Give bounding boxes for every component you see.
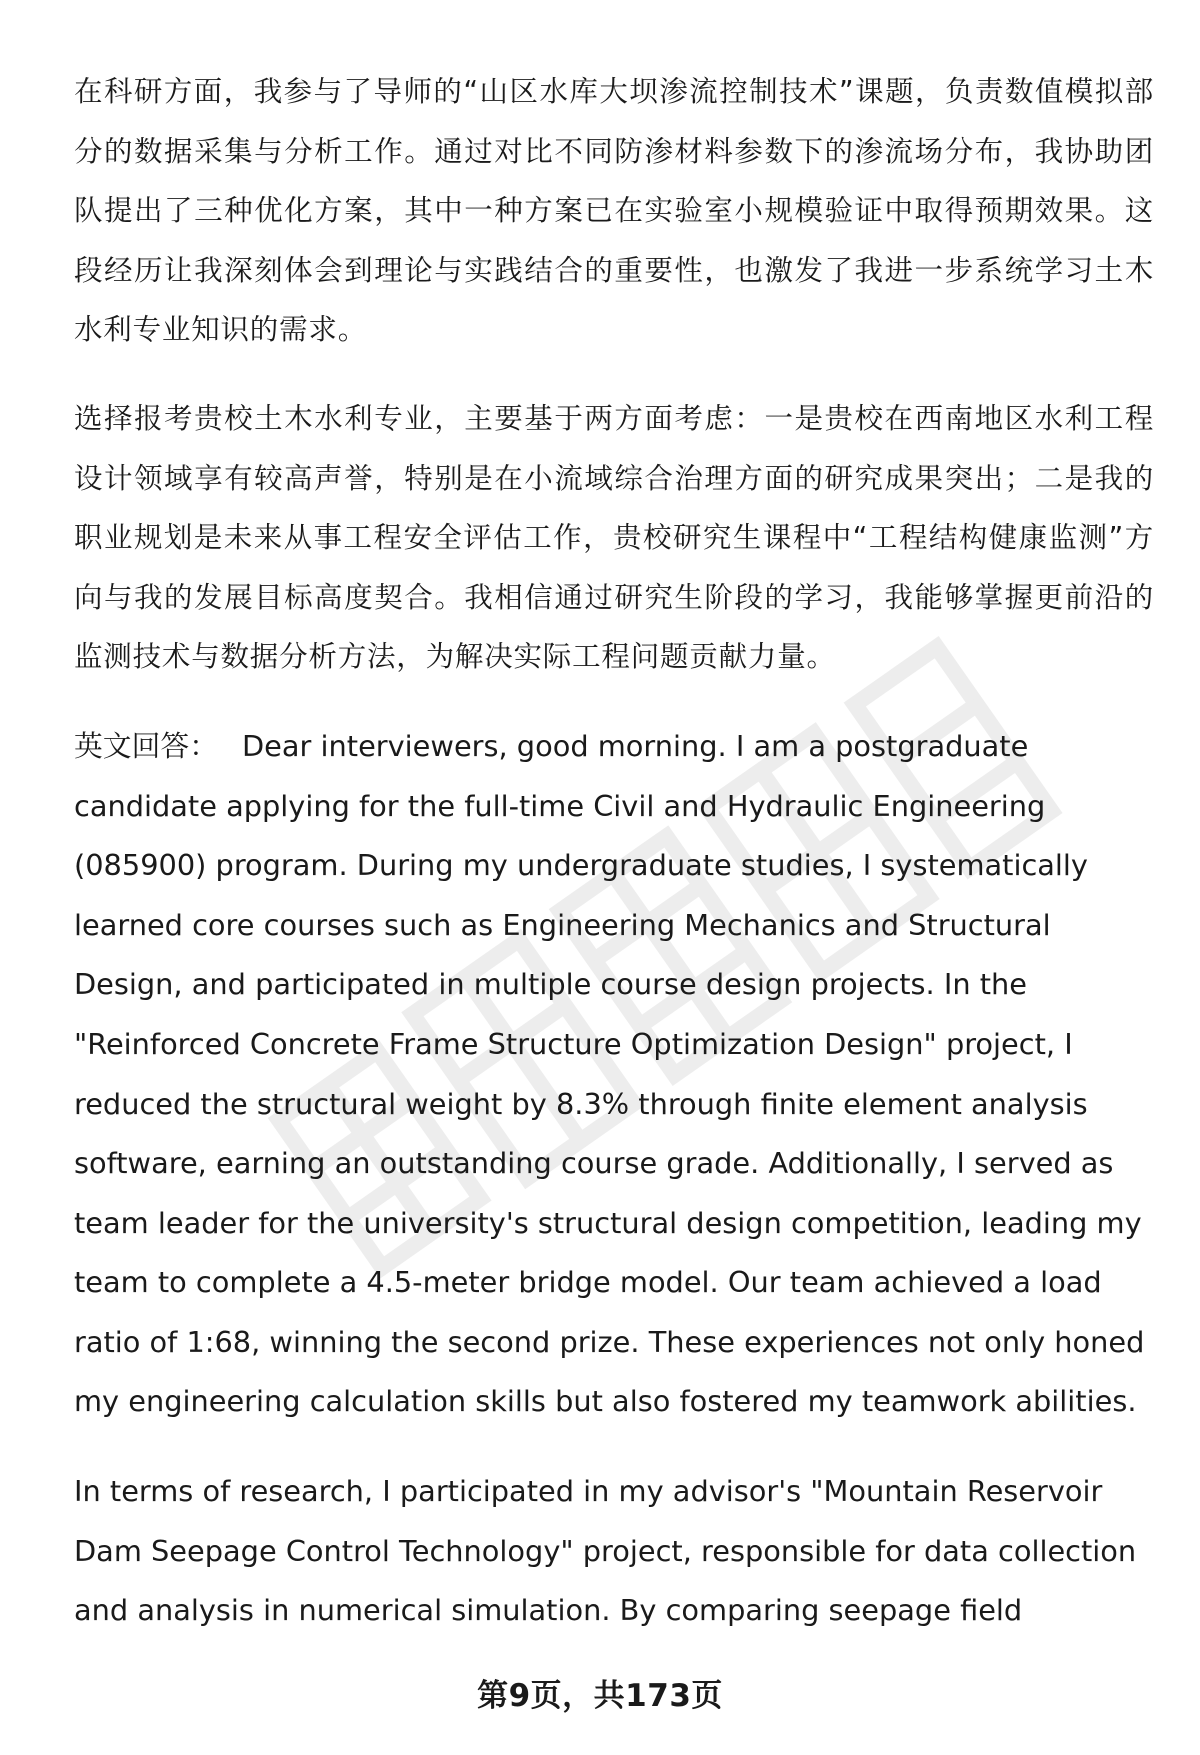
paragraph-gap	[74, 360, 1154, 389]
paragraph-intro-en	[74, 717, 1154, 1432]
paragraph-research-cn: 在科研方面，我参与了导师的“山区水库大坝渗流控制技术”课题，负责数值模拟部分的数据采集与分析工作。通过对比不同防渗材料参数下的渗流场分布，我协助团队提出了三种优化方案，其中一种方案已在实验室小规模验证中取得预期效果。这段经历让我深刻体会到理论与实践结合的重要性，也激发了我进一步系统学习土木水利专业知识的需求。	[74, 75, 1154, 347]
paragraph-research-en: In terms of research, I participated in my advisor's "Mountain Reservoir Dam Seepage Control Technology" project, responsible for data collection and analysis in numerical simulation. By comparing seepage field	[74, 1474, 1137, 1628]
paragraph-gap	[74, 687, 1154, 717]
page-number-footer: 第9页，共173页	[477, 1678, 723, 1714]
paragraph-gap	[74, 1432, 1154, 1462]
paragraph-reason-cn: 选择报考贵校土木水利专业，主要基于两方面考虑：一是贵校在西南地区水利工程设计领域享有较高声誉，特别是在小流域综合治理方面的研究成果突出；二是我的职业规划是未来从事工程安全评估工作，贵校研究生课程中“工程结构健康监测”方向与我的发展目标高度契合。我相信通过研究生阶段的学习，我能够掌握更前沿的监测技术与数据分析方法，为解决实际工程问题贡献力量。	[74, 401, 1154, 674]
document-body	[74, 62, 1154, 1641]
english-answer-label: 英文回答：	[74, 728, 218, 763]
intro-en-text: Dear interviewers, good morning. I am a postgraduate candidate applying for the full-time Civil and Hydraulic Engineering (085900) program. During my undergraduate studies, I systematically learned core courses such as Engineering Mechanics and Structural Design, and participated in multiple course design projects. In the "Reinforced Concrete Frame Structure Optimization Design" project, I reduced the structural weight by 8.3% through finite element analysis software, earning an outstanding course grade. Additionally, I served as team leader for the university's structural design competition, leading my team to complete a 4.5-meter bridge model. Our team achieved a load ratio of 1:68, winning the second prize. These experiences not only honed my engineering calculation skills but also fostered my teamwork abilities.	[74, 728, 1145, 1419]
